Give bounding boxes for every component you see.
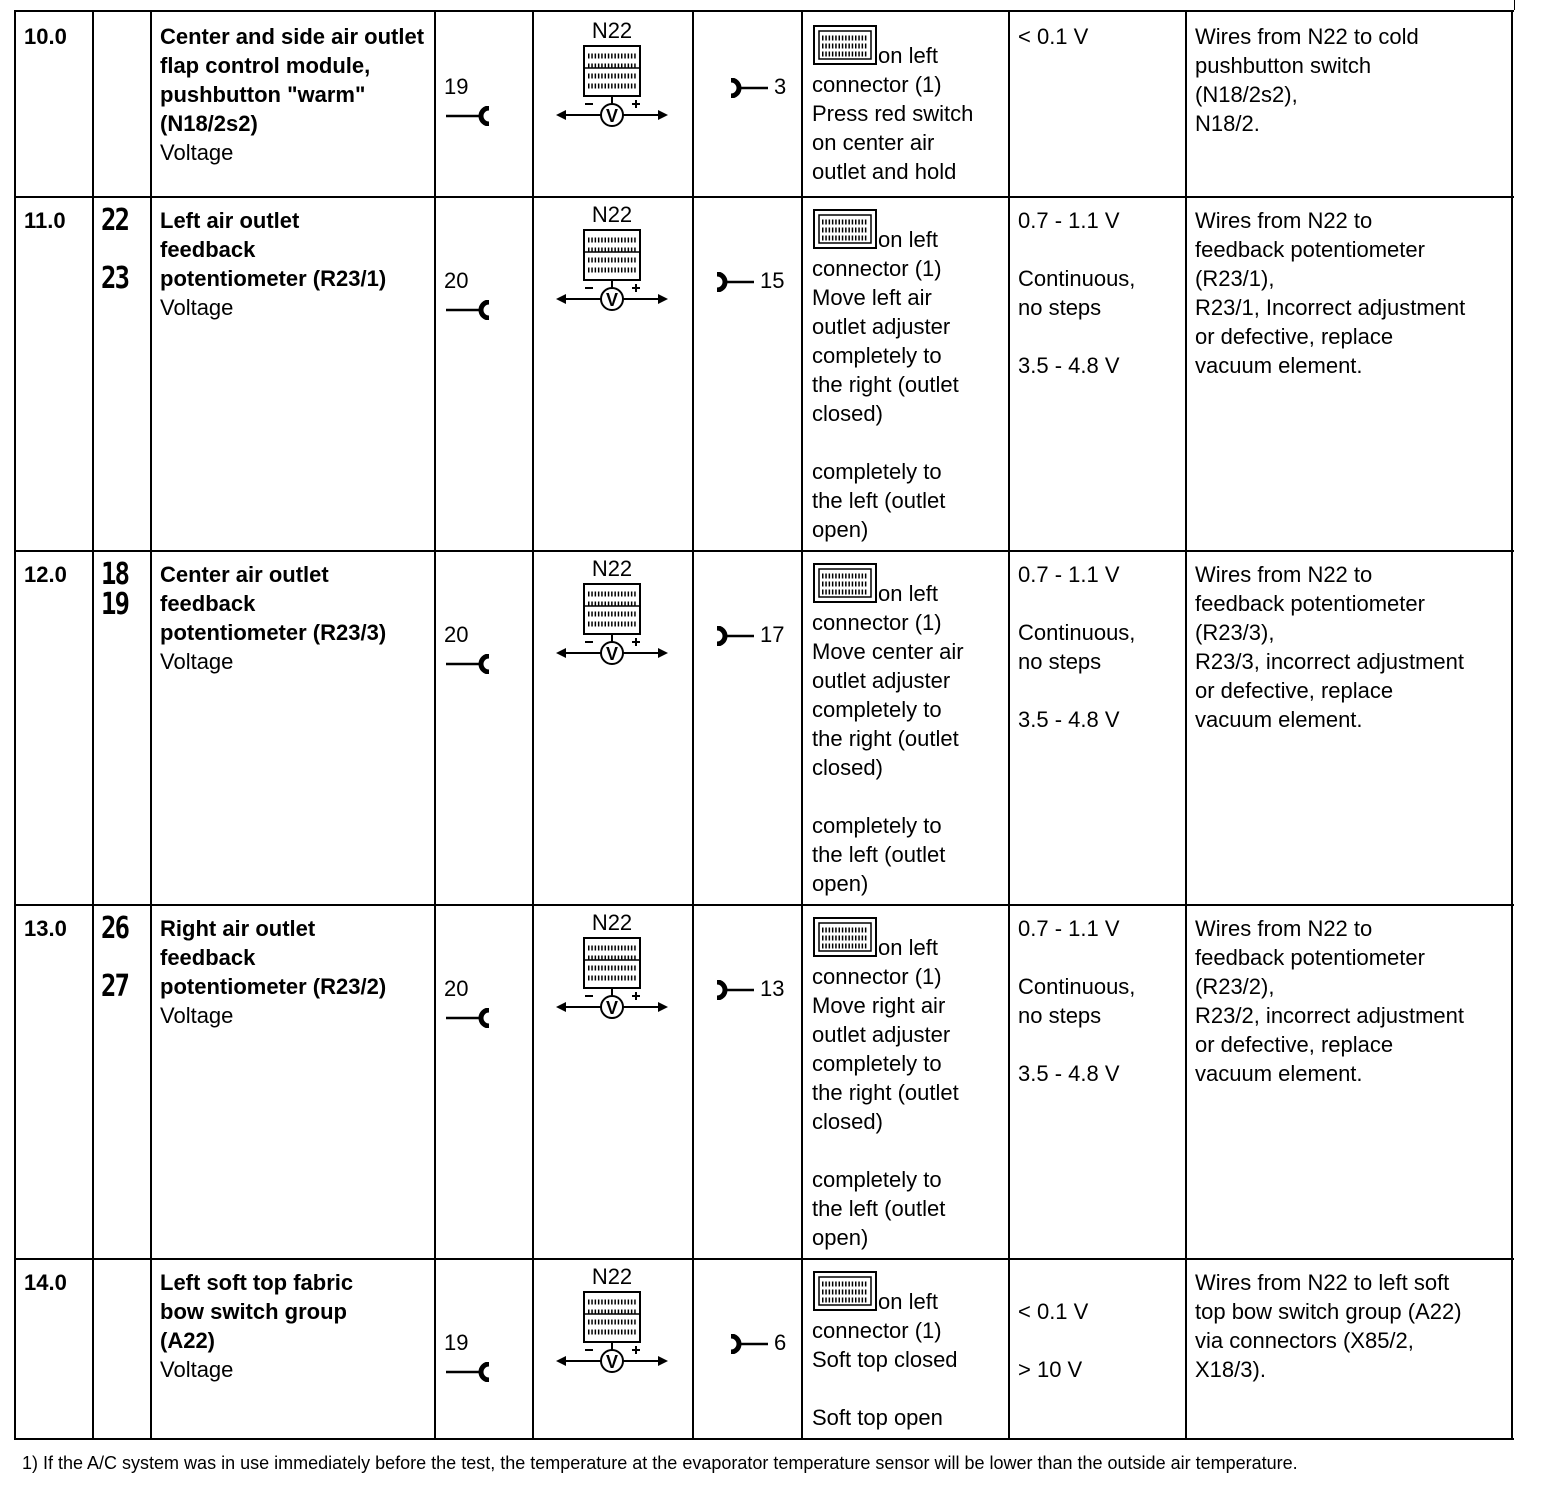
column-divider (532, 10, 534, 1440)
page-corner-mark (1514, 0, 1515, 10)
pin-b-number: 6 (774, 1330, 787, 1355)
possible-cause-remedy: Wires from N22 to feedback potentiometer (R23/3), R23/3, incorrect adjustment or defective, replace vacuum element. (1195, 562, 1465, 732)
row-divider (14, 1258, 1514, 1260)
fault-code: 26 (101, 911, 129, 946)
column-divider (150, 10, 152, 1440)
test-condition: on left connector (1) Soft top closed Soft top open (812, 1289, 958, 1430)
socket-a-icon (446, 106, 492, 126)
measurement-type: Voltage (160, 295, 234, 320)
row-divider (14, 550, 1514, 552)
measurement-type: Voltage (160, 1003, 234, 1028)
module-voltmeter-diagram (552, 16, 672, 136)
pin-b-number: 13 (760, 976, 785, 1001)
pin-a-number: 19 (444, 1330, 469, 1355)
pin-b-number: 17 (760, 622, 785, 647)
nominal-value: < 0.1 V (1018, 24, 1089, 49)
test-condition: on left connector (1) Move center air outlet adjuster completely to the right (outlet closed) completely to the left (outlet open) (812, 581, 964, 896)
possible-cause-remedy: Wires from N22 to feedback potentiometer (R23/2), R23/2, incorrect adjustment or defective, replace vacuum element. (1195, 916, 1465, 1086)
component-name: Center air outlet feedback potentiometer (R23/3) (160, 562, 387, 645)
fault-code: 23 (101, 261, 129, 296)
svg-text:V: V (605, 290, 619, 310)
column-divider (692, 10, 694, 1440)
socket-a-icon (446, 1008, 492, 1028)
fault-code: 18 (101, 557, 129, 592)
socket-b-icon (714, 626, 754, 646)
test-condition: on left connector (1) Press red switch on center air outlet and hold (812, 43, 974, 184)
pin-a-number: 20 (444, 268, 469, 293)
pin-a-number: 19 (444, 74, 469, 99)
nominal-value: < 0.1 V > 10 V (1018, 1299, 1089, 1382)
module-label: N22 (591, 202, 633, 227)
column-divider (92, 10, 94, 1440)
pin-a-number: 20 (444, 976, 469, 1001)
socket-a-icon (446, 300, 492, 320)
module-label: N22 (591, 18, 633, 43)
possible-cause-remedy: Wires from N22 to cold pushbutton switch (N18/2s2), N18/2. (1195, 24, 1419, 136)
component-name: Right air outlet feedback potentiometer (R23/2) (160, 916, 387, 999)
svg-text:V: V (605, 644, 619, 664)
step-number: 12.0 (24, 562, 67, 587)
row-divider (14, 904, 1514, 906)
nominal-value: 0.7 - 1.1 V Continuous, no steps 3.5 - 4.8 V (1018, 562, 1136, 732)
module-voltmeter-diagram (552, 200, 672, 320)
socket-b-icon (728, 1334, 768, 1354)
possible-cause-remedy: Wires from N22 to left soft top bow switch group (A22) via connectors (X85/2, X18/3). (1195, 1270, 1462, 1382)
component-name: Left soft top fabric bow switch group (A22) (160, 1270, 354, 1353)
column-divider (1185, 10, 1187, 1440)
step-number: 14.0 (24, 1270, 67, 1295)
measurement-type: Voltage (160, 1357, 234, 1382)
pin-b-number: 3 (774, 74, 787, 99)
module-voltmeter-diagram (552, 1262, 672, 1382)
module-label: N22 (591, 1264, 633, 1289)
test-condition: on left connector (1) Move left air outlet adjuster completely to the right (outlet closed) completely to the left (outlet open) (812, 227, 959, 542)
footnote: 1) If the A/C system was in use immediately before the test, the temperature at the evaporator temperature sensor will be lower than the outside air temperature. (22, 1453, 1298, 1473)
socket-b-icon (728, 78, 768, 98)
test-condition: on left connector (1) Move right air outlet adjuster completely to the right (outlet closed) completely to the left (outlet open) (812, 935, 959, 1250)
socket-a-icon (446, 654, 492, 674)
socket-b-icon (714, 980, 754, 1000)
column-divider (434, 10, 436, 1440)
svg-text:V: V (605, 1352, 619, 1372)
pin-a-number: 20 (444, 622, 469, 647)
svg-text:V: V (605, 998, 619, 1018)
row-divider (14, 196, 1514, 198)
svg-text:V: V (605, 106, 619, 126)
socket-a-icon (446, 1362, 492, 1382)
column-divider (14, 10, 16, 1440)
module-voltmeter-diagram (552, 554, 672, 674)
row-divider (14, 1438, 1514, 1440)
step-number: 11.0 (24, 208, 66, 233)
column-divider (1008, 10, 1010, 1440)
module-label: N22 (591, 910, 633, 935)
fault-code: 22 (101, 203, 129, 238)
nominal-value: 0.7 - 1.1 V Continuous, no steps 3.5 - 4.8 V (1018, 916, 1136, 1086)
component-name: Center and side air outlet flap control module, pushbutton "warm" (N18/2s2) (160, 24, 425, 136)
socket-b-icon (714, 272, 754, 292)
measurement-type: Voltage (160, 140, 234, 165)
component-name: Left air outlet feedback potentiometer (R23/1) (160, 208, 387, 291)
fault-code: 19 (101, 587, 129, 622)
step-number: 13.0 (24, 916, 67, 941)
column-divider (1511, 10, 1513, 1440)
table-top-border (14, 10, 1514, 12)
possible-cause-remedy: Wires from N22 to feedback potentiometer (R23/1), R23/1, Incorrect adjustment or defective, replace vacuum element. (1195, 208, 1466, 378)
step-number: 10.0 (24, 24, 67, 49)
column-divider (801, 10, 803, 1440)
pin-b-number: 15 (760, 268, 785, 293)
module-voltmeter-diagram (552, 908, 672, 1028)
fault-code: 27 (101, 969, 129, 1004)
measurement-type: Voltage (160, 649, 234, 674)
nominal-value: 0.7 - 1.1 V Continuous, no steps 3.5 - 4.8 V (1018, 208, 1136, 378)
module-label: N22 (591, 556, 633, 581)
